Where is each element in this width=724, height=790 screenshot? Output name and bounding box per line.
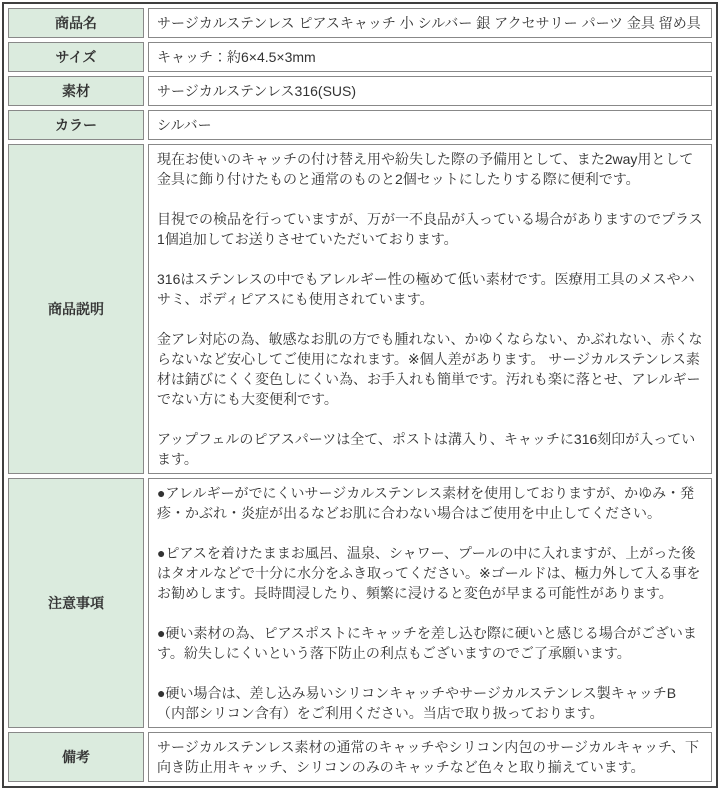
notes-label: 注意事項	[8, 478, 144, 728]
description-label: 商品説明	[8, 144, 144, 474]
material-value: サージカルステンレス316(SUS)	[148, 76, 712, 106]
description-paragraph: 316はステンレスの中でもアレルギー性の極めて低い素材です。医療用工具のメスやハサミ、ボディピアスにも使用されています。	[157, 271, 695, 307]
row-color	[8, 110, 712, 140]
row-description	[8, 144, 712, 474]
product-name-label: 商品名	[8, 8, 144, 38]
size-label: サイズ	[8, 42, 144, 72]
row-size	[8, 42, 712, 72]
row-remarks	[8, 732, 712, 782]
notes-bullet: ●硬い場合は、差し込み易いシリコンキャッチやサージカルステンレス製キャッチB（内部シリコン含有）をご利用ください。当店で取り扱っております。	[157, 685, 677, 721]
notes-bullet: ●ピアスを着けたままお風呂、温泉、シャワー、プールの中に入れますが、上がった後はタオルなどで十分に水分をふき取ってください。※ゴールドは、極力外して入る事をお勧めします。長時間浸したり、頻繁に浸けると変色が早まる可能性があります。	[157, 545, 701, 601]
color-label: カラー	[8, 110, 144, 140]
description-paragraph: 金アレ対応の為、敏感なお肌の方でも腫れない、かゆくならない、かぶれない、赤くならないなど安心してご使用になれます。※個人差があります。 サージカルステンレス素材は錆びにくく変色しにくい為、お手入れも簡単です。汚れも楽に落とせ、アレルギーでない方にも大変便利です。	[157, 331, 703, 407]
notes-value	[148, 478, 712, 728]
description-value	[148, 144, 712, 474]
row-material	[8, 76, 712, 106]
notes-bullet: ●アレルギーがでにくいサージカルステンレス素材を使用しておりますが、かゆみ・発疹・かぶれ・炎症が出るなどお肌に合わない場合はご使用を中止してください。	[157, 485, 695, 521]
description-paragraph: 現在お使いのキャッチの付け替え用や紛失した際の予備用として、また2way用として金具に飾り付けたものと通常のものと2個セットにしたりする際に便利です。	[157, 151, 694, 187]
notes-bullet: ●硬い素材の為、ピアスポストにキャッチを差し込む際に硬いと感じる場合がございます。紛失しにくいという落下防止の利点もございますのでご了承願います。	[157, 625, 697, 661]
size-value: キャッチ：約6×4.5×3mm	[148, 42, 712, 72]
description-paragraph: 目視での検品を行っていますが、万が一不良品が入っている場合がありますのでプラス1個追加してお送りさせていただいております。	[157, 211, 703, 247]
row-product-name	[8, 8, 712, 38]
material-label: 素材	[8, 76, 144, 106]
description-paragraph: アップフェルのピアスパーツは全て、ポストは溝入り、キャッチに316刻印が入っています。	[157, 431, 696, 467]
remarks-value: サージカルステンレス素材の通常のキャッチやシリコン内包のサージカルキャッチ、下向き防止用キャッチ、シリコンのみのキャッチなど色々と取り揃えています。	[148, 732, 712, 782]
product-spec-table	[2, 2, 718, 788]
spec-table	[4, 4, 716, 786]
product-name-value: サージカルステンレス ピアスキャッチ 小 シルバー 銀 アクセサリー パーツ 金具 留め具	[148, 8, 712, 38]
row-notes	[8, 478, 712, 728]
remarks-label: 備考	[8, 732, 144, 782]
color-value: シルバー	[148, 110, 712, 140]
